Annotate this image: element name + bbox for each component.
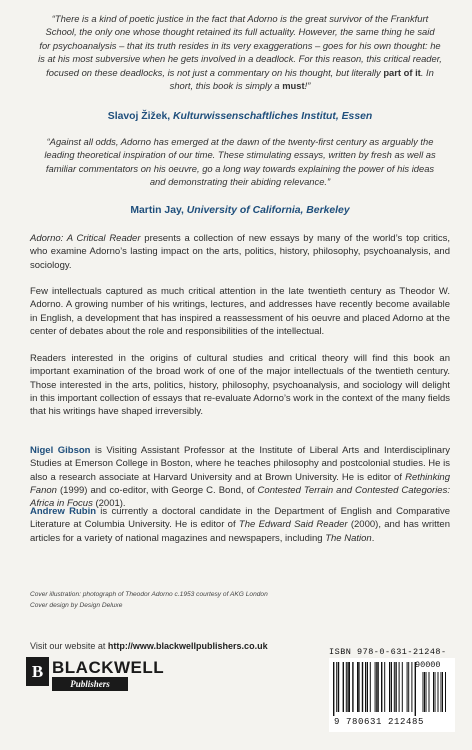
barcode-bar <box>347 662 348 712</box>
barcode-bar <box>441 672 442 712</box>
barcode-bar <box>408 662 409 712</box>
website-url: http://www.blackwellpublishers.co.uk <box>107 641 268 651</box>
barcode-bar <box>442 672 443 712</box>
barcode-bar <box>435 672 436 712</box>
publisher-name: BLACKWELL <box>52 658 165 677</box>
publisher-mark: B <box>26 657 49 686</box>
attribution-jay: Martin Jay, University of California, Berkeley <box>130 205 350 216</box>
publisher-sub: Publishers <box>52 677 128 691</box>
barcode-bars <box>333 662 453 718</box>
barcode-bar <box>352 662 353 712</box>
website-line: Visit our website at http://www.blackwellpublishers.co.uk <box>30 641 268 651</box>
barcode-bar <box>433 672 434 712</box>
barcode-bar <box>375 662 376 712</box>
barcode-bar <box>394 662 395 712</box>
barcode-bar <box>365 662 366 712</box>
barcode-bar <box>336 662 337 712</box>
barcode-bar <box>333 662 334 716</box>
audience-paragraph: Readers interested in the origins of cultural studies and critical theory will find this book an important examination of the broad work of one of the major intellectuals of the twentieth century. Those interested in the arts, politics, history, philosophy, psychoanalysis, and sociology will delight in this important collection of essays that re-evaluate Adorno’s work in the context of the many fields that his writings have shaped irreversibly. <box>30 353 450 418</box>
barcode-bar <box>367 662 368 712</box>
editor-bio-gibson: Nigel Gibson is Visiting Assistant Professor at the Institute of Liberal Arts and Interdisciplinary Studies at Emerson College in Boston, where he teaches philosophy and postcolonial studies. He is also a research associate at Harvard University and at Brown University. He is editor of Rethinking Fanon (1999) and co-editor, with George C. Bond, of Contested Terrain and Contested Categories: Africa in Focus (2001). <box>30 445 451 510</box>
barcode-bar <box>423 672 424 712</box>
barcode-bar <box>429 672 430 712</box>
cover-credits <box>30 589 330 611</box>
barcode-bar <box>346 662 347 712</box>
barcode-bar <box>445 672 446 712</box>
barcode-bar <box>395 662 396 712</box>
barcode-bar <box>338 662 339 712</box>
barcode-bar <box>370 662 371 712</box>
barcode-bar <box>376 662 377 712</box>
isbn-label: ISBN 978-0-631-21248- <box>329 647 447 657</box>
barcode-bar <box>362 662 363 712</box>
editor-name: Andrew Rubin <box>30 506 97 517</box>
quote-zizek: “There is a kind of poetic justice in the fact that Adorno is the great survivor of the Frankfurt School, the only one whose thought retained its full actuality. However, the same thing he said for psychoanalysis – that its truth resides in its very exaggerations – goes for his own thought: he is at his most subversive when he gets involved in a deadlock. For this reason, this critical reader, focused on these deadlocks, is not just a commentary on his thought, but literally part of it. In short, this book is simply a must!” <box>38 13 442 92</box>
barcode-digits: 9 780631 212485 <box>334 717 425 727</box>
barcode-bar <box>381 662 382 712</box>
barcode-bar <box>343 662 344 712</box>
barcode-bar <box>438 672 439 712</box>
editor-bio-rubin: Andrew Rubin is currently a doctoral candidate in the Department of English and Comparative Literature at Columbia University. He is editor of The Edward Said Reader (2000), and has written articles for a variety of national magazines and newspapers, including The Nation. <box>30 506 451 544</box>
quote-jay: “Against all odds, Adorno has emerged at the dawn of the twenty-first century as arguably the leading theoretical inspiration of our time. These stimulating essays, written by fresh as well as familiar commentators on his oeuvre, go a long way towards explaining the power of his ideas and demonstrating their abiding relevance.” <box>44 136 436 188</box>
barcode-bar <box>378 662 379 712</box>
barcode-bar <box>399 662 400 712</box>
context-paragraph: Few intellectuals captured as much critical attention in the late twentieth century as Theodor W. Adorno. A growing number of his writings, lectures, and addresses have recently become available in English, a development that has inspired a reassessment of his oeuvre and placed Adorno at the center of debates about the role and responsibilities of the intellectual. <box>30 286 450 337</box>
barcode-bar <box>359 662 360 712</box>
barcode-bar <box>384 662 385 712</box>
cover-illustration-credit: Cover illustration: photograph of Theodor Adorno c.1953 courtesy of AKG London <box>30 591 268 598</box>
barcode-bar <box>389 662 390 712</box>
barcode-bar <box>426 672 427 712</box>
cover-design-credit: Cover design by Design Deluxe <box>30 602 123 609</box>
barcode-bar <box>424 672 425 712</box>
barcode-bar <box>407 662 408 712</box>
barcode-bar <box>415 662 416 716</box>
publisher-logo <box>26 657 165 705</box>
barcode-bar <box>402 662 403 712</box>
barcode-bar <box>349 662 350 712</box>
description-paragraph: Adorno: A Critical Reader presents a collection of new essays by many of the world’s top critics, who examine Adorno’s lasting impact on the arts, politics, history, philosophy, psychoanalysis, and sociology. <box>30 233 450 271</box>
barcode-bar <box>357 662 358 712</box>
barcode-bar <box>411 662 412 712</box>
editor-name: Nigel Gibson <box>30 445 91 456</box>
price-code: 90000 <box>415 660 441 670</box>
barcode-bar <box>391 662 392 712</box>
attribution-zizek: Slavoj Žižek, Kulturwissenschaftliches Institut, Essen <box>107 111 373 122</box>
